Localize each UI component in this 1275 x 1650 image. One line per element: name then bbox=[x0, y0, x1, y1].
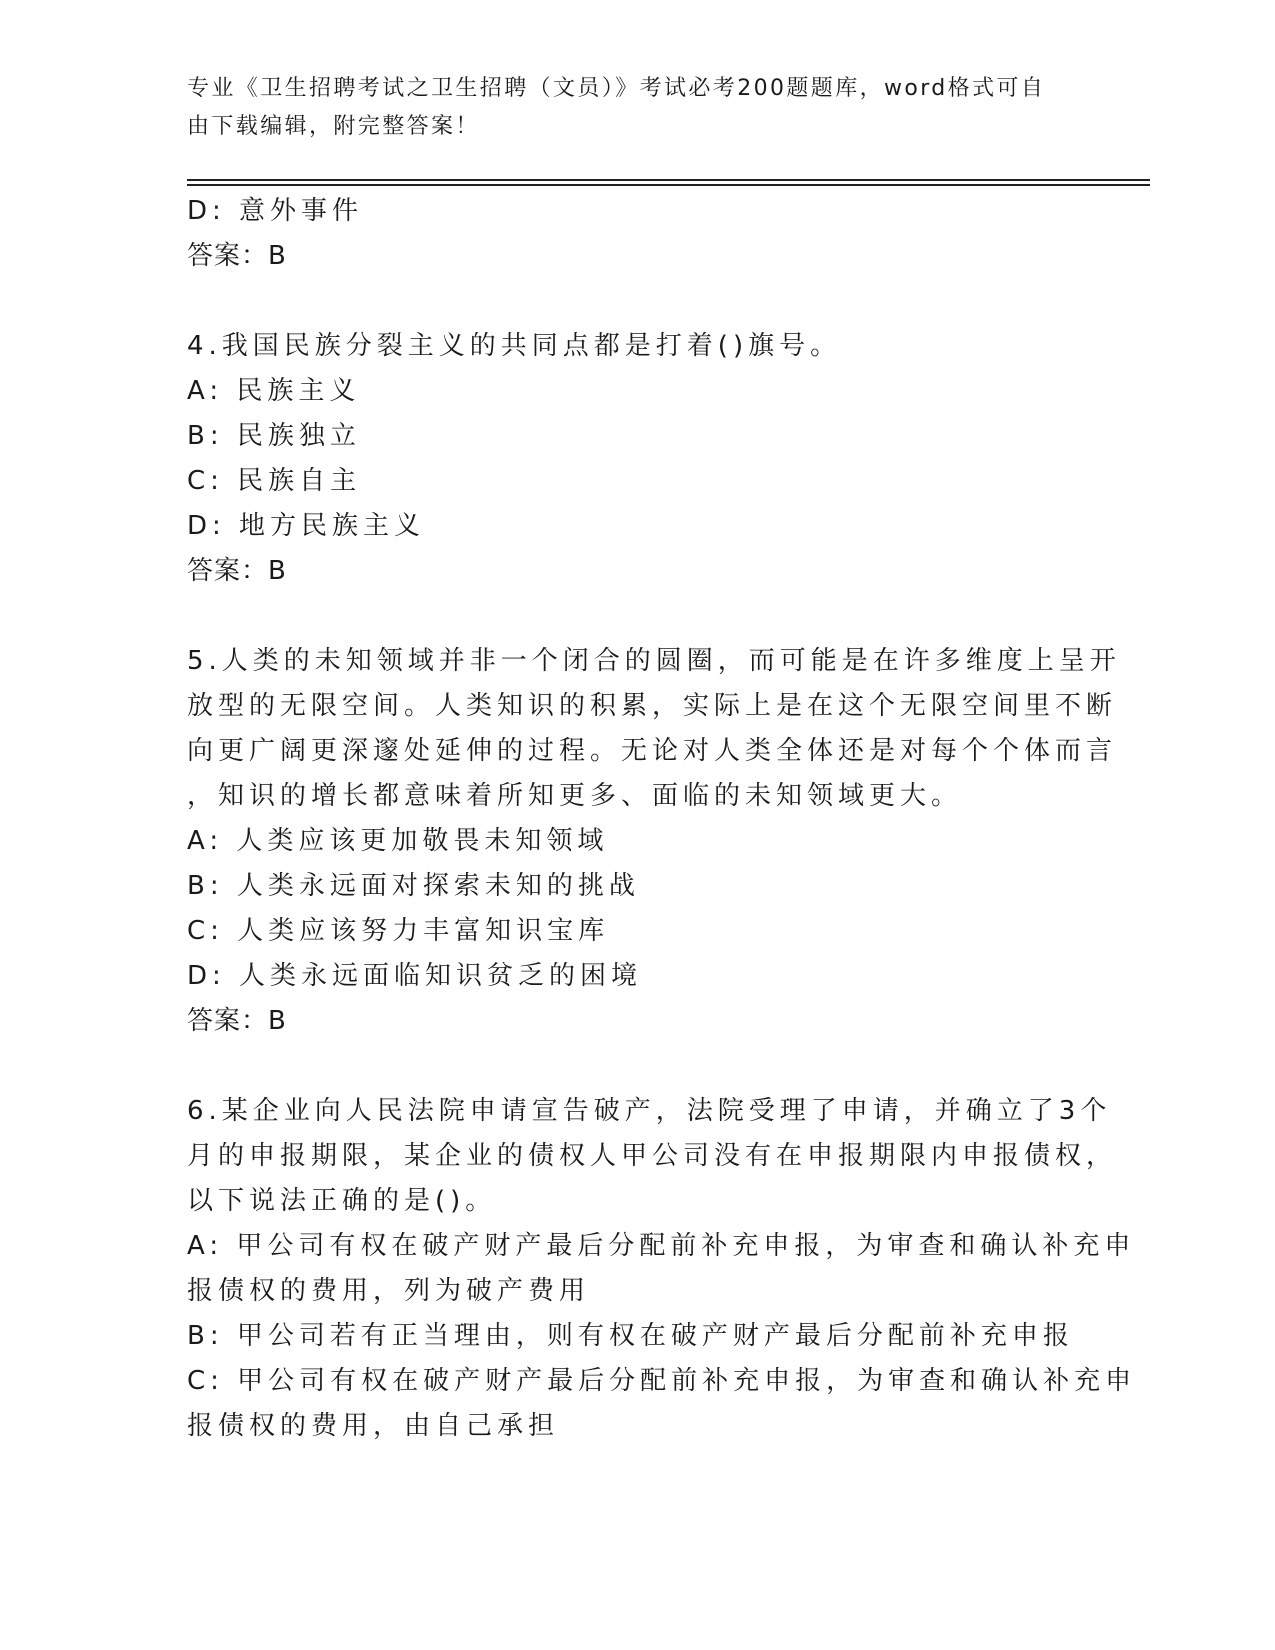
question-stem: ，知识的增长都意味着所知更多、面临的未知领域更大。 bbox=[187, 781, 963, 811]
option-c: C: 人类应该努力丰富知识宝库 bbox=[187, 916, 610, 946]
option-b: B: 民族独立 bbox=[187, 421, 361, 451]
spacer bbox=[187, 1044, 1087, 1089]
document-header bbox=[187, 70, 1067, 146]
header-line-2: 由下载编辑，附完整答案！ bbox=[187, 114, 480, 139]
header-divider-top bbox=[187, 179, 1150, 181]
option-c-continued: 报债权的费用，由自己承担 bbox=[187, 1411, 560, 1441]
option-d: D: 地方民族主义 bbox=[187, 511, 426, 541]
spacer bbox=[187, 594, 1087, 639]
option-d: D: 人类永远面临知识贫乏的困境 bbox=[187, 961, 643, 991]
question-stem: 月的申报期限，某企业的债权人甲公司没有在申报期限内申报债权， bbox=[187, 1141, 1118, 1171]
option-c: C: 甲公司有权在破产财产最后分配前补充申报，为审查和确认补充申 bbox=[187, 1366, 1137, 1396]
option-a-continued: 报债权的费用，列为破产费用 bbox=[187, 1276, 591, 1306]
document-body bbox=[187, 189, 1137, 1449]
question-5 bbox=[187, 639, 1121, 1044]
answer: 答案：B bbox=[187, 556, 287, 586]
option-c: C: 民族自主 bbox=[187, 466, 362, 496]
question-stem: 向更广阔更深邃处延伸的过程。无论对人类全体还是对每个个体而言 bbox=[187, 736, 1118, 766]
question-stem: 放型的无限空间。人类知识的积累，实际上是在这个无限空间里不断 bbox=[187, 691, 1118, 721]
answer: 答案：B bbox=[187, 241, 287, 271]
question-6 bbox=[187, 1089, 1137, 1449]
option-a: A: 民族主义 bbox=[187, 376, 361, 406]
question-stem: 5.人类的未知领域并非一个闭合的圆圈，而可能是在许多维度上呈开 bbox=[187, 646, 1121, 676]
question-stem: 4.我国民族分裂主义的共同点都是打着()旗号。 bbox=[187, 331, 842, 361]
option-b: B: 人类永远面对探索未知的挑战 bbox=[187, 871, 640, 901]
option-a: A: 人类应该更加敬畏未知领域 bbox=[187, 826, 609, 856]
answer: 答案：B bbox=[187, 1006, 287, 1036]
option-d: D: 意外事件 bbox=[187, 196, 364, 226]
option-b: B: 甲公司若有正当理由，则有权在破产财产最后分配前补充申报 bbox=[187, 1321, 1074, 1351]
spacer bbox=[187, 279, 1087, 324]
option-a: A: 甲公司有权在破产财产最后分配前补充申报，为审查和确认补充申 bbox=[187, 1231, 1136, 1261]
question-stem: 以下说法正确的是()。 bbox=[187, 1186, 497, 1216]
question-4 bbox=[187, 324, 1087, 594]
header-line-1: 专业《卫生招聘考试之卫生招聘（文员）》考试必考200题题库，word格式可自 bbox=[187, 76, 1046, 101]
header-divider-bottom bbox=[187, 184, 1150, 186]
question-stem: 6.某企业向人民法院申请宣告破产，法院受理了申请，并确立了3个 bbox=[187, 1096, 1112, 1126]
